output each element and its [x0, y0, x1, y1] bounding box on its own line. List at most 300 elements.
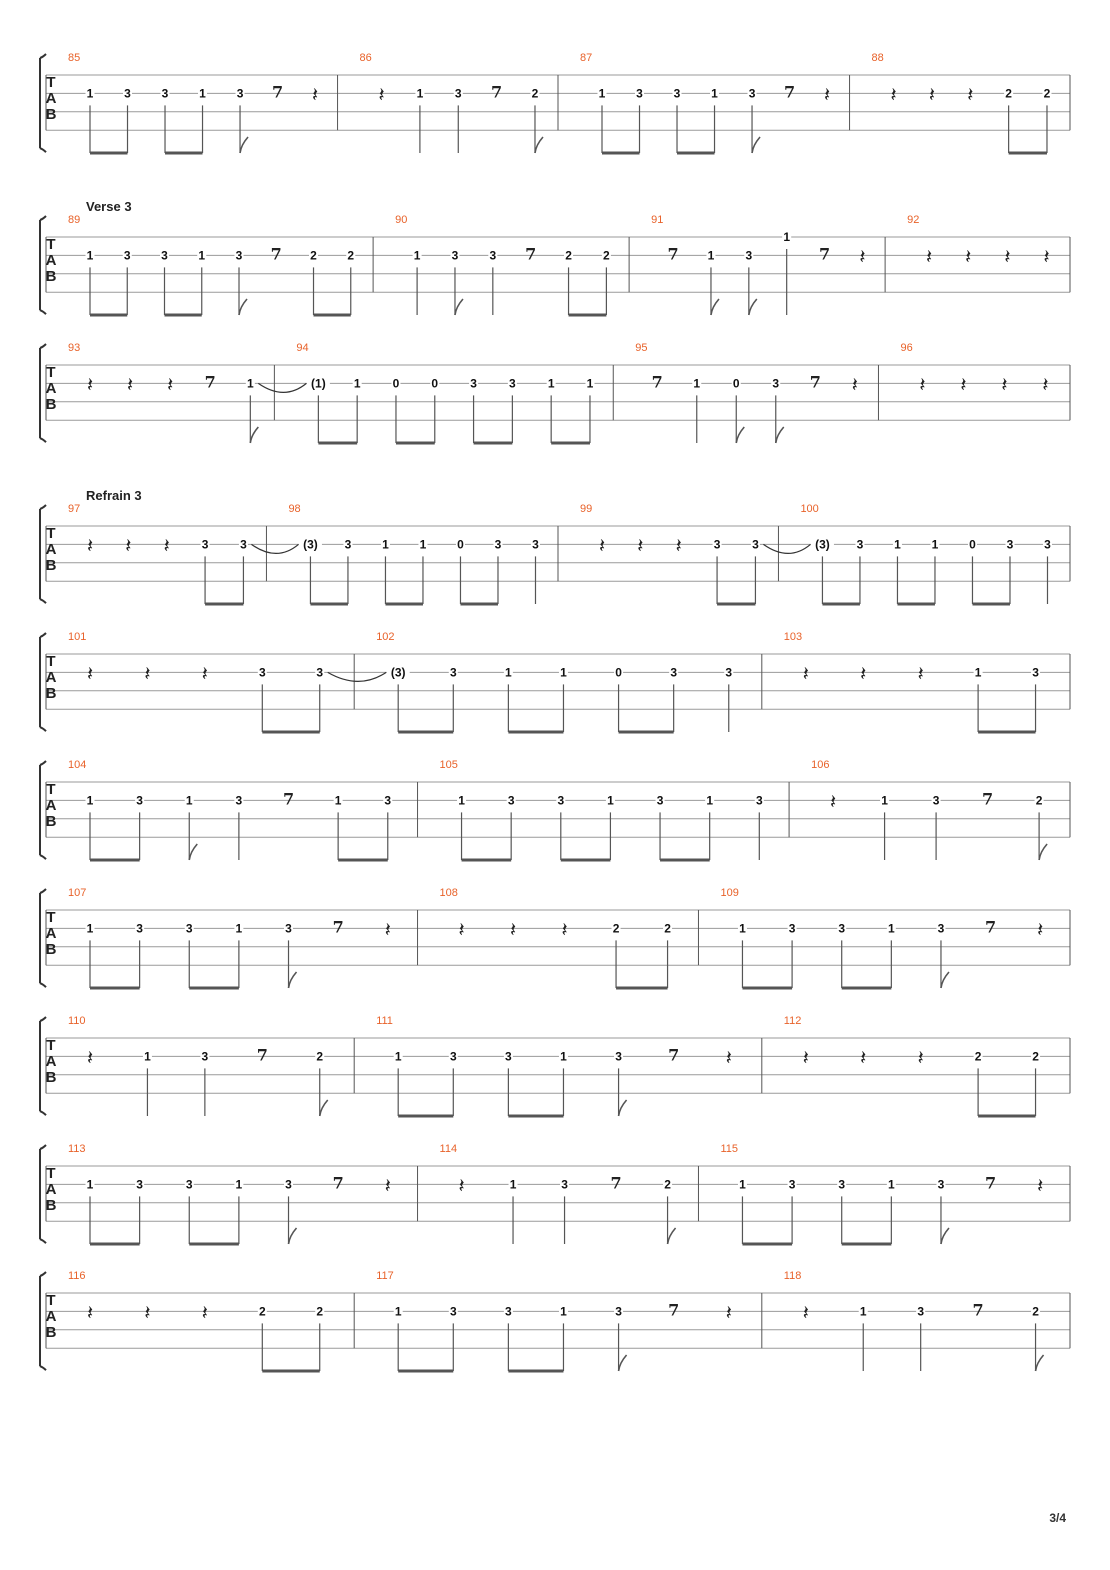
fret-number: 3 — [755, 793, 763, 808]
fret-number: 1 — [894, 537, 901, 552]
eighth-rest: 7 — [491, 82, 503, 102]
tab-clef-letter: B — [45, 1324, 57, 1341]
fret-number: 3 — [201, 1049, 209, 1064]
quarter-rest: 𝄽 — [1042, 372, 1049, 397]
fret-number: 3 — [235, 248, 243, 263]
quarter-rest: 𝄽 — [967, 82, 974, 107]
fret-number: 3 — [240, 537, 247, 552]
measure-118 — [784, 1270, 1044, 1371]
fret-number: 3 — [615, 1304, 622, 1319]
measure-number: 101 — [68, 631, 87, 643]
fret-number: 1 — [607, 793, 614, 808]
fret-number: 2 — [316, 1049, 324, 1064]
fret-number: 3 — [615, 1049, 622, 1064]
quarter-rest: 𝄽 — [378, 82, 385, 107]
measure-number: 115 — [720, 1143, 739, 1155]
quarter-rest: 𝄽 — [926, 244, 933, 269]
measure-102 — [376, 631, 762, 732]
tab-clef-letter: A — [45, 797, 57, 814]
section-label: Refrain 3 — [86, 488, 142, 503]
fret-number: 0 — [431, 376, 439, 391]
fret-number: 1 — [416, 86, 424, 101]
fret-number: 3 — [561, 1177, 568, 1192]
fret-number: 3 — [937, 921, 945, 936]
fret-number: 3 — [557, 793, 565, 808]
measure-number: 93 — [68, 342, 81, 354]
fret-number: 2 — [1032, 1304, 1039, 1319]
tab-system — [40, 1015, 1070, 1116]
fret-number: 3 — [856, 537, 864, 552]
quarter-rest: 𝄽 — [384, 1173, 391, 1198]
measure-88 — [872, 52, 1052, 153]
eighth-rest: 7 — [818, 244, 831, 264]
measure-number: 110 — [68, 1015, 86, 1027]
measure-117 — [376, 1270, 762, 1371]
fret-number: 1 — [598, 86, 606, 101]
fret-number: 3 — [838, 1177, 846, 1192]
fret-number: 3 — [1044, 537, 1051, 552]
measure-103 — [784, 631, 1040, 732]
fret-number: 3 — [745, 248, 753, 263]
fret-number: 1 — [86, 1177, 94, 1192]
eighth-rest: 7 — [525, 244, 537, 264]
fret-number: 3 — [656, 793, 664, 808]
note-flag — [250, 427, 258, 443]
measure-number: 87 — [580, 52, 593, 64]
fret-number: 3 — [470, 376, 477, 391]
fret-number: (3) — [815, 537, 830, 552]
tab-system — [40, 759, 1070, 860]
fret-number: 1 — [199, 86, 206, 101]
note-flag — [189, 844, 197, 860]
measure-98 — [288, 503, 558, 604]
fret-number: 3 — [201, 537, 209, 552]
measure-number: 98 — [288, 503, 301, 515]
fret-number: 0 — [969, 537, 976, 552]
fret-number: 3 — [838, 921, 846, 936]
fret-number: 3 — [123, 248, 131, 263]
tab-clef-letter: T — [46, 364, 56, 381]
note-flag — [239, 299, 247, 315]
measure-93 — [68, 342, 274, 443]
measure-110 — [68, 1015, 354, 1116]
eighth-rest: 7 — [809, 372, 821, 392]
note-flag — [455, 299, 463, 315]
fret-number: 1 — [560, 1304, 567, 1319]
tab-clef-letter: B — [45, 557, 57, 574]
fret-number: 2 — [1005, 86, 1012, 101]
fret-number: 1 — [707, 248, 715, 263]
measure-85 — [68, 52, 338, 153]
fret-number: 3 — [670, 665, 678, 680]
note-flag — [320, 1100, 328, 1116]
quarter-rest: 𝄽 — [311, 82, 319, 107]
measure-number: 103 — [783, 631, 803, 643]
fret-number: 0 — [732, 376, 740, 391]
fret-number: 1 — [185, 793, 193, 808]
tab-system — [40, 342, 1070, 443]
quarter-rest: 𝄽 — [890, 82, 897, 107]
quarter-rest: 𝄽 — [86, 661, 94, 686]
tab-clef-letter: T — [46, 781, 56, 798]
tab-system — [40, 52, 1070, 153]
tab-clef-letter: B — [45, 941, 57, 958]
quarter-rest: 𝄽 — [637, 533, 644, 558]
tab-system — [40, 887, 1070, 988]
tie-arc — [328, 672, 386, 681]
fret-number: 3 — [185, 1177, 193, 1192]
tie-arc — [251, 544, 298, 553]
tab-clef-letter: B — [45, 1069, 57, 1086]
quarter-rest: 𝄽 — [860, 661, 867, 686]
tab-clef-letter: T — [46, 1037, 56, 1054]
measure-number: 86 — [359, 52, 372, 64]
fret-number: 1 — [739, 1177, 746, 1192]
fret-number: 3 — [505, 1049, 512, 1064]
measure-number: 116 — [68, 1270, 86, 1282]
section-label: Verse 3 — [86, 199, 132, 214]
measure-number: 94 — [296, 342, 309, 354]
fret-number: 1 — [394, 1304, 402, 1319]
fret-number: 0 — [457, 537, 464, 552]
quarter-rest: 𝄽 — [127, 372, 134, 397]
eighth-rest: 7 — [985, 917, 997, 937]
fret-number: 3 — [384, 793, 392, 808]
fret-number: 3 — [725, 665, 733, 680]
quarter-rest: 𝄽 — [917, 661, 924, 686]
fret-number: 2 — [565, 248, 572, 263]
measure-number: 85 — [68, 52, 81, 64]
eighth-rest: 7 — [783, 82, 796, 102]
measure-86 — [360, 52, 558, 153]
measure-113 — [68, 1143, 418, 1244]
fret-number: 1 — [235, 1177, 243, 1192]
fret-number: 1 — [413, 248, 421, 263]
fret-number: 1 — [881, 793, 888, 808]
fret-number: 1 — [235, 921, 243, 936]
note-flag — [289, 1228, 297, 1244]
fret-number: 1 — [86, 248, 94, 263]
measure-116 — [68, 1270, 354, 1371]
fret-number: 2 — [612, 921, 620, 936]
measure-number: 111 — [376, 1015, 393, 1027]
quarter-rest: 𝄽 — [1004, 244, 1011, 269]
eighth-rest: 7 — [271, 82, 284, 102]
tab-clef-letter: T — [46, 236, 56, 253]
eighth-rest: 7 — [668, 1045, 680, 1065]
fret-number: 3 — [494, 537, 502, 552]
note-flag — [619, 1100, 627, 1116]
quarter-rest: 𝄽 — [163, 533, 170, 558]
quarter-rest: 𝄽 — [86, 1045, 94, 1070]
fret-number: 1 — [586, 376, 594, 391]
fret-number: 2 — [316, 1304, 324, 1319]
fret-number: 1 — [144, 1049, 151, 1064]
quarter-rest: 𝄽 — [1037, 1173, 1044, 1198]
measure-number: 105 — [439, 759, 458, 771]
tie-arc — [258, 383, 306, 392]
fret-number: 3 — [236, 86, 244, 101]
note-flag — [668, 1228, 676, 1244]
note-flag — [535, 137, 543, 153]
fret-number: 3 — [673, 86, 681, 101]
note-flag — [1039, 844, 1047, 860]
quarter-rest: 𝄽 — [598, 533, 606, 558]
fret-number: 3 — [449, 665, 457, 680]
quarter-rest: 𝄽 — [86, 1300, 94, 1325]
tab-clef-letter: T — [46, 653, 56, 670]
fret-number: 1 — [560, 665, 567, 680]
fret-number: 3 — [344, 537, 352, 552]
fret-number: 1 — [505, 665, 512, 680]
tab-clef-letter: A — [45, 541, 57, 558]
tab-system — [40, 1270, 1070, 1371]
note-flag — [749, 299, 757, 315]
quarter-rest: 𝄽 — [802, 1045, 809, 1070]
quarter-rest: 𝄽 — [144, 661, 151, 686]
fret-number: 1 — [86, 793, 94, 808]
tab-clef-letter: B — [45, 106, 57, 123]
measure-92 — [907, 214, 1049, 268]
fret-number: 1 — [86, 86, 94, 101]
note-flag — [736, 427, 744, 443]
measure-96 — [900, 342, 1048, 396]
measure-108 — [440, 887, 699, 988]
fret-number: 1 — [394, 1049, 402, 1064]
fret-number: 1 — [560, 1049, 567, 1064]
tab-system — [40, 199, 1070, 315]
quarter-rest: 𝄽 — [802, 1300, 809, 1325]
quarter-rest: 𝄽 — [125, 533, 132, 558]
fret-number: 3 — [932, 793, 940, 808]
fret-number: 3 — [449, 1049, 457, 1064]
quarter-rest: 𝄽 — [802, 661, 809, 686]
fret-number: 3 — [136, 1177, 143, 1192]
fret-number: 1 — [706, 793, 714, 808]
fret-number: 1 — [693, 376, 701, 391]
tab-clef-letter: A — [45, 1308, 57, 1325]
eighth-rest: 7 — [282, 789, 295, 809]
quarter-rest: 𝄽 — [675, 533, 682, 558]
fret-number: 3 — [235, 793, 243, 808]
fret-number: 3 — [713, 537, 721, 552]
tab-clef-letter: B — [45, 813, 57, 830]
note-flag — [711, 299, 719, 315]
measure-87 — [580, 52, 850, 153]
eighth-rest: 7 — [668, 1300, 680, 1320]
measure-number: 114 — [439, 1143, 458, 1155]
measure-111 — [376, 1015, 762, 1116]
fret-number: 2 — [1032, 1049, 1039, 1064]
fret-number: 2 — [974, 1049, 982, 1064]
fret-number: 3 — [185, 921, 193, 936]
note-flag — [941, 972, 949, 988]
fret-number: 3 — [1032, 665, 1039, 680]
fret-number: 3 — [449, 1304, 457, 1319]
measure-number: 117 — [376, 1270, 394, 1282]
fret-number: 3 — [489, 248, 497, 263]
tab-clef-letter: A — [45, 252, 57, 269]
fret-number: 3 — [788, 921, 796, 936]
tab-system — [40, 1143, 1070, 1244]
measure-number: 107 — [68, 887, 87, 899]
fret-number: 3 — [136, 793, 143, 808]
measure-101 — [68, 631, 354, 732]
tab-clef-letter: T — [46, 1165, 56, 1182]
measure-104 — [68, 759, 418, 860]
quarter-rest: 𝄽 — [1043, 244, 1050, 269]
measure-number: 90 — [395, 214, 408, 226]
note-flag — [1036, 1355, 1044, 1371]
fret-number: 3 — [532, 537, 539, 552]
fret-number: 0 — [615, 665, 622, 680]
measure-number: 104 — [68, 759, 87, 771]
measure-89 — [68, 214, 373, 315]
tab-clef-letter: T — [46, 525, 56, 542]
quarter-rest: 𝄽 — [458, 1173, 465, 1198]
tab-clef-letter: T — [46, 1292, 56, 1309]
quarter-rest: 𝄽 — [509, 917, 517, 942]
tie-arc — [763, 544, 810, 553]
fret-number: 3 — [161, 248, 168, 263]
fret-number: 3 — [752, 537, 759, 552]
quarter-rest: 𝄽 — [860, 1045, 867, 1070]
quarter-rest: 𝄽 — [960, 372, 967, 397]
measure-number: 95 — [635, 342, 648, 354]
measure-91 — [651, 214, 885, 315]
measure-100 — [800, 503, 1052, 604]
fret-number: 1 — [887, 1177, 895, 1192]
fret-number: 1 — [246, 376, 254, 391]
measure-number: 96 — [900, 342, 913, 354]
fret-number: 1 — [859, 1304, 867, 1319]
quarter-rest: 𝄽 — [201, 661, 208, 686]
quarter-rest: 𝄽 — [86, 533, 94, 558]
fret-number: 2 — [310, 248, 317, 263]
measure-106 — [811, 759, 1047, 860]
measure-number: 99 — [580, 503, 593, 515]
fret-number: 1 — [458, 793, 465, 808]
measure-97 — [68, 503, 266, 604]
measure-number: 89 — [68, 214, 81, 226]
tab-clef-letter: A — [45, 1181, 57, 1198]
tab-clef-letter: A — [45, 925, 57, 942]
fret-number: 3 — [507, 793, 515, 808]
quarter-rest: 𝄽 — [725, 1045, 732, 1070]
note-flag — [941, 1228, 949, 1244]
measure-number: 106 — [811, 759, 830, 771]
measure-94 — [296, 342, 613, 443]
fret-number: 1 — [739, 921, 746, 936]
measure-number: 102 — [376, 631, 395, 643]
fret-number: 3 — [316, 665, 324, 680]
eighth-rest: 7 — [985, 1173, 997, 1193]
measure-number: 118 — [783, 1270, 802, 1282]
fret-number: (3) — [303, 537, 318, 552]
tab-clef-letter: B — [45, 685, 57, 702]
quarter-rest: 𝄽 — [458, 917, 465, 942]
fret-number: 2 — [347, 248, 355, 263]
measure-99 — [580, 503, 778, 604]
note-flag — [776, 427, 784, 443]
measure-number: 109 — [720, 887, 739, 899]
measure-95 — [635, 342, 878, 443]
measure-number: 91 — [651, 214, 664, 226]
quarter-rest: 𝄽 — [859, 244, 866, 269]
measure-115 — [720, 1143, 1043, 1244]
fret-number: 3 — [258, 665, 266, 680]
fret-number: 3 — [161, 86, 169, 101]
tab-clef-letter: B — [45, 268, 57, 285]
eighth-rest: 7 — [610, 1173, 622, 1193]
note-flag — [752, 137, 760, 153]
fret-number: 3 — [505, 1304, 512, 1319]
fret-number: 3 — [788, 1177, 796, 1192]
measure-number: 100 — [800, 503, 819, 515]
eighth-rest: 7 — [256, 1045, 268, 1065]
quarter-rest: 𝄽 — [144, 1300, 151, 1325]
fret-number: (1) — [311, 376, 326, 391]
tab-clef-letter: A — [45, 380, 57, 397]
fret-number: 1 — [783, 230, 791, 244]
measure-number: 113 — [68, 1143, 86, 1155]
tab-clef-letter: T — [46, 74, 56, 91]
fret-number: 3 — [451, 248, 459, 263]
quarter-rest: 𝄽 — [928, 82, 935, 107]
fret-number: 2 — [1043, 86, 1051, 101]
quarter-rest: 𝄽 — [851, 372, 858, 397]
fret-number: 1 — [353, 376, 361, 391]
measure-112 — [784, 1015, 1040, 1116]
eighth-rest: 7 — [332, 1173, 344, 1193]
tab-system — [40, 488, 1070, 604]
fret-number: 1 — [974, 665, 982, 680]
fret-number: 0 — [392, 376, 400, 391]
fret-number: 1 — [887, 921, 895, 936]
fret-number: 1 — [547, 376, 555, 391]
fret-number: 3 — [509, 376, 516, 391]
eighth-rest: 7 — [204, 372, 216, 392]
page-indicator: 3/4 — [1049, 1511, 1066, 1525]
fret-number: 3 — [454, 86, 462, 101]
fret-number: 1 — [198, 248, 206, 263]
fret-number: 3 — [285, 1177, 292, 1192]
measure-114 — [440, 1143, 699, 1244]
measure-number: 88 — [871, 52, 884, 64]
tab-clef-letter: A — [45, 90, 57, 107]
quarter-rest: 𝄽 — [725, 1300, 732, 1325]
quarter-rest: 𝄽 — [1001, 372, 1008, 397]
fret-number: 1 — [86, 921, 94, 936]
measure-number: 97 — [68, 503, 81, 515]
eighth-rest: 7 — [270, 244, 282, 264]
note-flag — [289, 972, 297, 988]
fret-number: 2 — [258, 1304, 266, 1319]
tab-clef-letter: B — [45, 1197, 57, 1214]
quarter-rest: 𝄽 — [823, 82, 831, 107]
quarter-rest: 𝄽 — [917, 1045, 924, 1070]
quarter-rest: 𝄽 — [561, 917, 568, 942]
note-flag — [619, 1355, 627, 1371]
fret-number: 2 — [664, 1177, 671, 1192]
fret-number: 3 — [748, 86, 756, 101]
fret-number: 2 — [603, 248, 610, 263]
measure-number: 108 — [439, 887, 458, 899]
measure-number: 112 — [783, 1015, 802, 1027]
quarter-rest: 𝄽 — [167, 372, 174, 397]
fret-number: 1 — [334, 793, 342, 808]
measure-109 — [720, 887, 1043, 988]
